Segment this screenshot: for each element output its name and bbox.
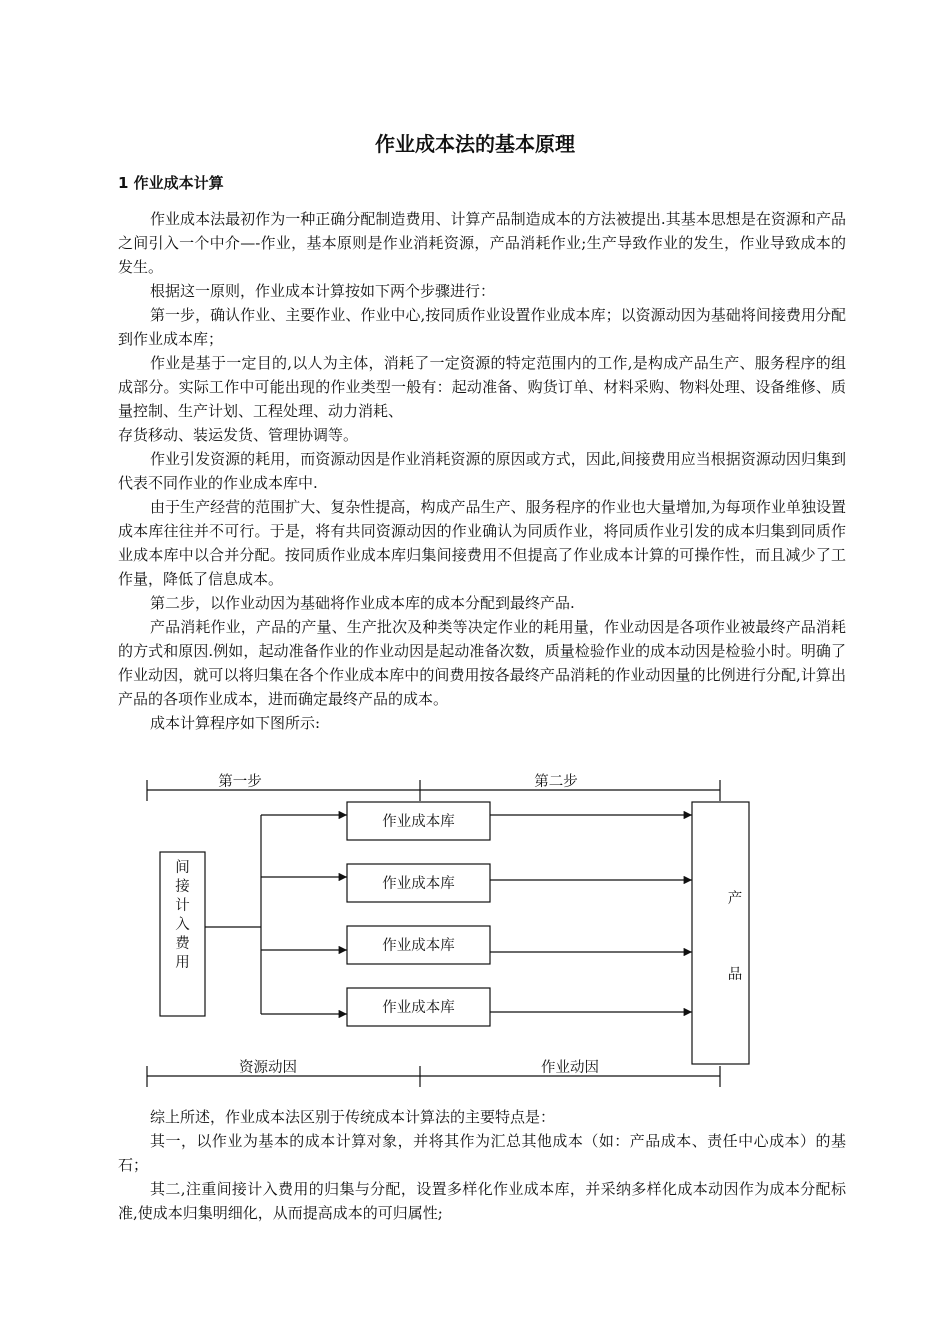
paragraph: 作业是基于一定目的,以人为主体，消耗了一定资源的特定范围内的工作,是构成产品生产、服务程序的组成部分。实际工作中可能出现的作业类型一般有：起动准备、购货订单、材料采购、物料处理、设备维修、质量控制、生产计划、工程处理、动力消耗、	[118, 354, 846, 420]
pool-label: 作业成本库	[382, 876, 455, 892]
paragraph: 第二步，以作业动因为基础将作业成本库的成本分配到最终产品.	[150, 594, 575, 612]
source-box	[160, 852, 205, 1016]
paragraph: 综上所述，作业成本法区别于传统成本计算法的主要特点是：	[150, 1108, 556, 1126]
document-title: 作业成本法的基本原理	[375, 132, 575, 156]
paragraph: 其一，以作业为基本的成本计算对象，并将其作为汇总其他成本（如：产品成本、责任中心成本）的基石；	[118, 1132, 846, 1174]
pool-label: 作业成本库	[382, 1000, 455, 1016]
paragraph: 存货移动、装运发货、管理协调等。	[118, 426, 359, 444]
pool-label: 作业成本库	[382, 814, 455, 830]
product-label-char: 产	[727, 891, 743, 907]
step2-label: 第二步	[534, 774, 578, 790]
source-label-char: 入	[175, 917, 190, 933]
product-box	[692, 802, 749, 1064]
source-label-char: 计	[175, 898, 190, 914]
paragraph: 根据这一原则，作业成本计算按如下两个步骤进行：	[150, 282, 496, 300]
section-heading: 1 作业成本计算	[118, 174, 224, 192]
paragraph: 作业引发资源的耗用，而资源动因是作业消耗资源的原因或方式，因此,间接费用应当根据资源动因归集到代表不同作业的作业成本库中.	[118, 450, 846, 492]
paragraph: 成本计算程序如下图所示:	[150, 714, 321, 732]
paragraph: 产品消耗作业，产品的产量、生产批次及种类等决定作业的耗用量，作业动因是各项作业被最终产品消耗的方式和原因.例如，起动准备作业的作业动因是起动准备次数，质量检验作业的成本动因是检验小时。明确了作业动因，就可以将归集在各个作业成本库中的间费用按各最终产品消耗的作业动因量的比例进行分配,计算出产品的各项作业成本，进而确定最终产品的成本。	[118, 618, 846, 708]
pool-label: 作业成本库	[382, 938, 455, 954]
activity-driver-label: 作业动因	[541, 1060, 599, 1076]
source-label-char: 接	[175, 879, 190, 895]
source-label-char: 间	[175, 860, 190, 876]
paragraph: 作业成本法最初作为一种正确分配制造费用、计算产品制造成本的方法被提出.其基本思想是在资源和产品之间引入一个中介—-作业，基本原则是作业消耗资源，产品消耗作业;生产导致作业的发生，作业导致成本的发生。	[118, 210, 846, 276]
paragraph: 第一步，确认作业、主要作业、作业中心,按同质作业设置作业成本库；以资源动因为基础将间接费用分配到作业成本库；	[118, 306, 846, 348]
paragraph: 其二,注重间接计入费用的归集与分配，设置多样化作业成本库，并采纳多样化成本动因作为成本分配标准,使成本归集明细化，从而提高成本的可归属性;	[118, 1180, 846, 1222]
body-text-bottom	[118, 1105, 846, 1225]
step1-label: 第一步	[218, 774, 262, 790]
product-label-char: 品	[727, 967, 743, 983]
source-label-char: 用	[175, 955, 190, 971]
paragraph: 由于生产经营的范围扩大、复杂性提高，构成产品生产、服务程序的作业也大量增加,为每项作业单独设置成本库往往并不可行。于是，将有共同资源动因的作业确认为同质作业，将同质作业引发的成本归集到同质作业成本库中以合并分配。按同质作业成本库归集间接费用不但提高了作业成本计算的可操作性，而且减少了工作量，降低了信息成本。	[118, 498, 846, 588]
source-label	[175, 859, 190, 971]
resource-driver-label: 资源动因	[239, 1060, 297, 1076]
source-label-char: 费	[175, 936, 190, 952]
